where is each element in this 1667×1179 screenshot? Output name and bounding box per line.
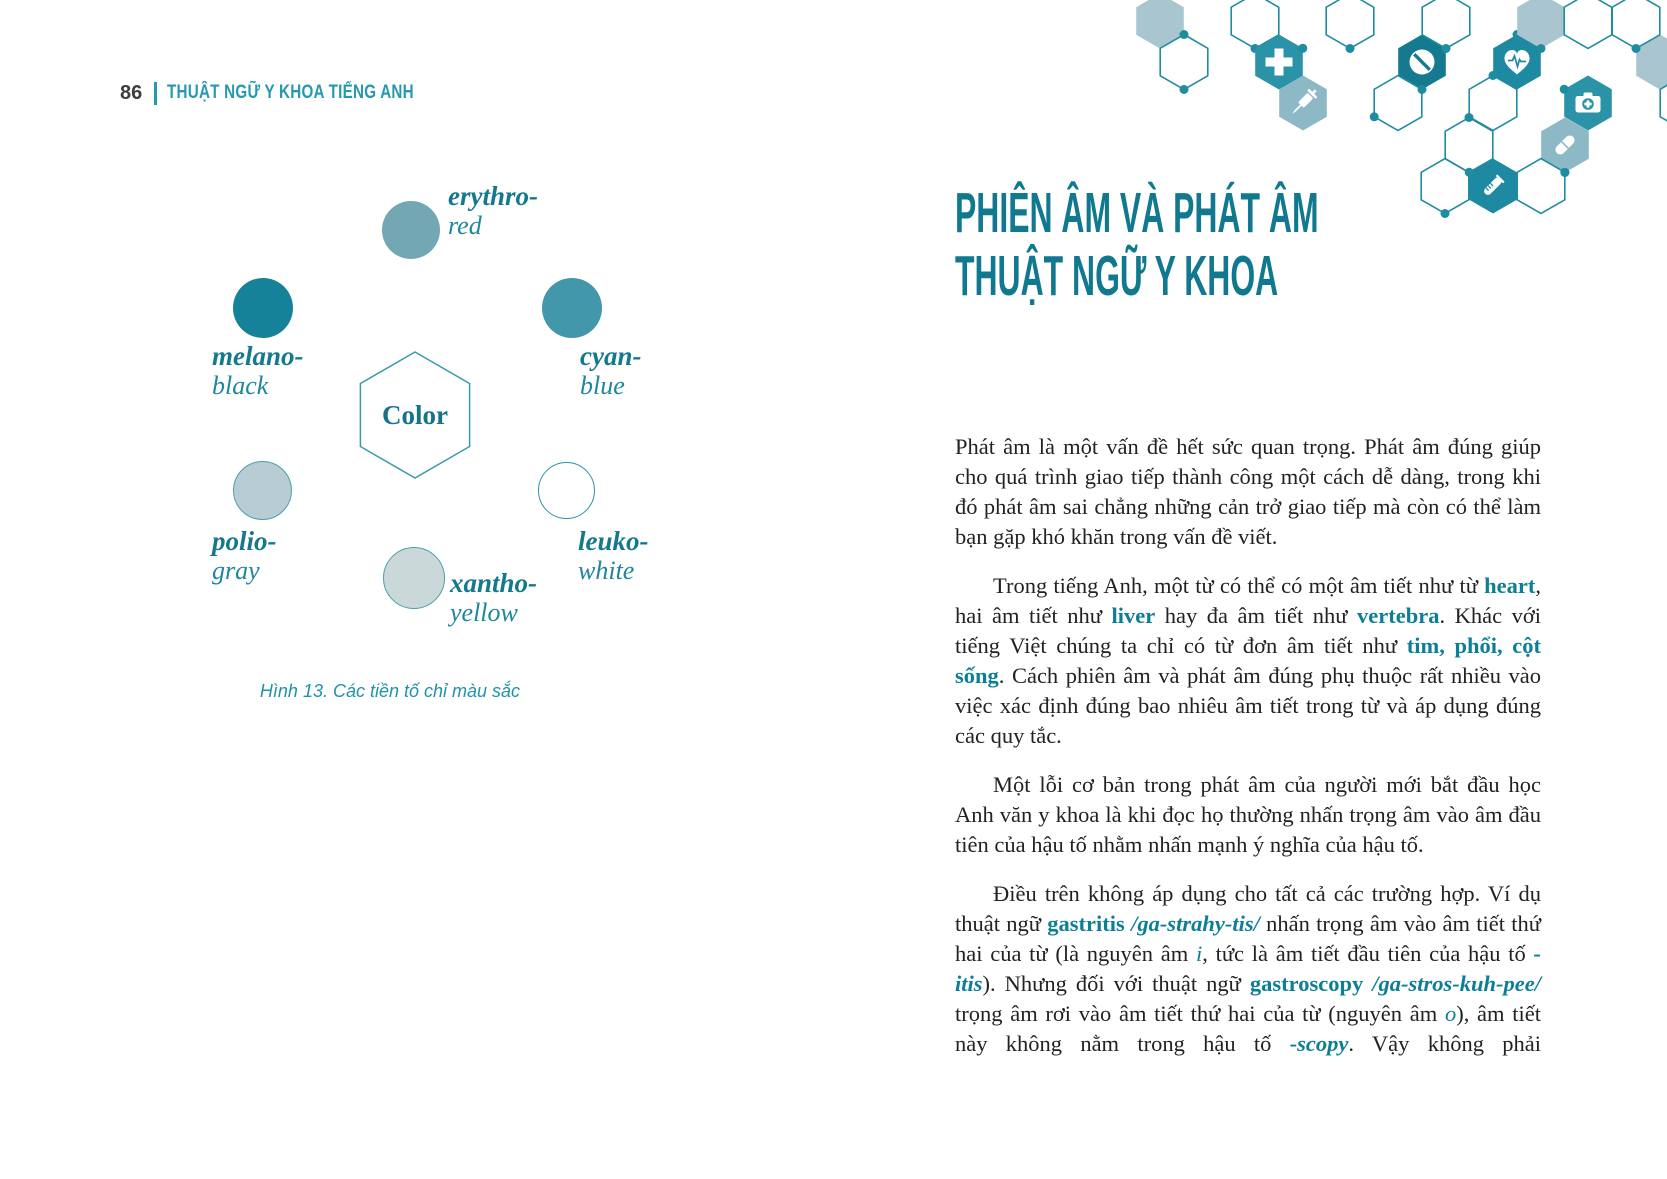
connector-dot [1441, 209, 1450, 218]
running-title: THUẬT NGỮ Y KHOA TIẾNG ANH [167, 82, 415, 103]
paragraph: Trong tiếng Anh, một từ có thể có một âm tiết như từ heart, hai âm tiết như liver hay đa âm tiết như vertebra. Khác với tiếng Việt chúng ta chỉ có từ đơn âm tiết như tim, phổi, cột sống. Cách phiên âm và phát âm đúng phụ thuộc rất nhiều vào việc xác định đúng bao nhiêu âm tiết trong từ và áp dụng đúng các quy tắc. [955, 573, 1541, 748]
page-number: 86 [120, 81, 143, 104]
header-divider [154, 82, 157, 105]
polio-circle [233, 461, 292, 520]
connector-dot [1465, 113, 1474, 122]
figure-caption: Hình 13. Các tiền tố chỉ màu sắc [259, 681, 521, 701]
melano-circle [233, 278, 293, 338]
paragraph: Điều trên không áp dụng cho tất cả các trường hợp. Ví dụ thuật ngữ gastritis /ga-strahy-tis/ nhấn trọng âm vào âm tiết thứ hai của từ (là nguyên âm i, tức là âm tiết đầu tiên của hậu tố -itis). Nhưng đối với thuật ngữ gastroscopy /ga-stros-kuh-pee/ trọng âm rơi vào âm tiết thứ hai của từ (nguyên âm o), âm tiết này không nằm trong hậu tố -scopy. Vậy không phải [955, 881, 1542, 1056]
hexagon-tile [1326, 0, 1374, 49]
article-paragraphs [955, 432, 1541, 1078]
polio-label: polio- gray [212, 526, 277, 585]
hexagon-tile [1564, 0, 1612, 49]
article-title-line2: THUẬT NGỮ Y KHOA [955, 244, 1279, 308]
erythro-circle [382, 201, 440, 259]
erythro-label: erythro- red [448, 181, 538, 240]
hexagon-tile [1136, 0, 1184, 49]
cyan-label: cyan- blue [580, 341, 642, 400]
connector-dot [1298, 44, 1307, 53]
cyan-circle [542, 278, 602, 338]
article-title-line1: PHIÊN ÂM VÀ PHÁT ÂM [955, 181, 1319, 245]
connector-dot [1180, 30, 1189, 39]
connector-dot [1489, 71, 1498, 80]
connector-dot [1442, 44, 1451, 53]
paragraph: Phát âm là một vấn đề hết sức quan trọng. Phát âm đúng giúp cho quá trình giao tiếp thành công một cách dễ dàng, trong khi đó phát âm sai chẳng những cản trở giao tiếp mà còn có thể làm bạn gặp khó khăn trong vấn đề viết. [955, 434, 1541, 549]
hexagon-tile [1421, 159, 1469, 214]
xantho-circle [383, 547, 445, 609]
leuko-circle [538, 462, 595, 519]
xantho-label: xantho- yellow [450, 568, 538, 627]
connector-dot [1370, 112, 1379, 121]
figure-center-label: Color [382, 399, 448, 430]
melano-label: melano- black [212, 341, 304, 400]
prohibition-icon [1410, 50, 1435, 75]
connector-dot [1180, 85, 1189, 94]
connector-dot [1346, 44, 1355, 53]
connector-dot [1632, 44, 1641, 53]
connector-dot [1560, 85, 1569, 94]
page-header [120, 80, 476, 106]
connector-dot [1560, 168, 1569, 177]
hexagon-tile [1636, 35, 1667, 90]
connector-dot [1537, 44, 1546, 53]
leuko-label: leuko- white [578, 526, 649, 585]
article-title [955, 182, 1319, 308]
paragraph: Một lỗi cơ bản trong phát âm của người mới bắt đầu học Anh văn y khoa là khi đọc họ thường nhấn trọng âm vào âm đầu tiên của hậu tố nhằm nhấn mạnh ý nghĩa của hậu tố. [955, 772, 1541, 857]
